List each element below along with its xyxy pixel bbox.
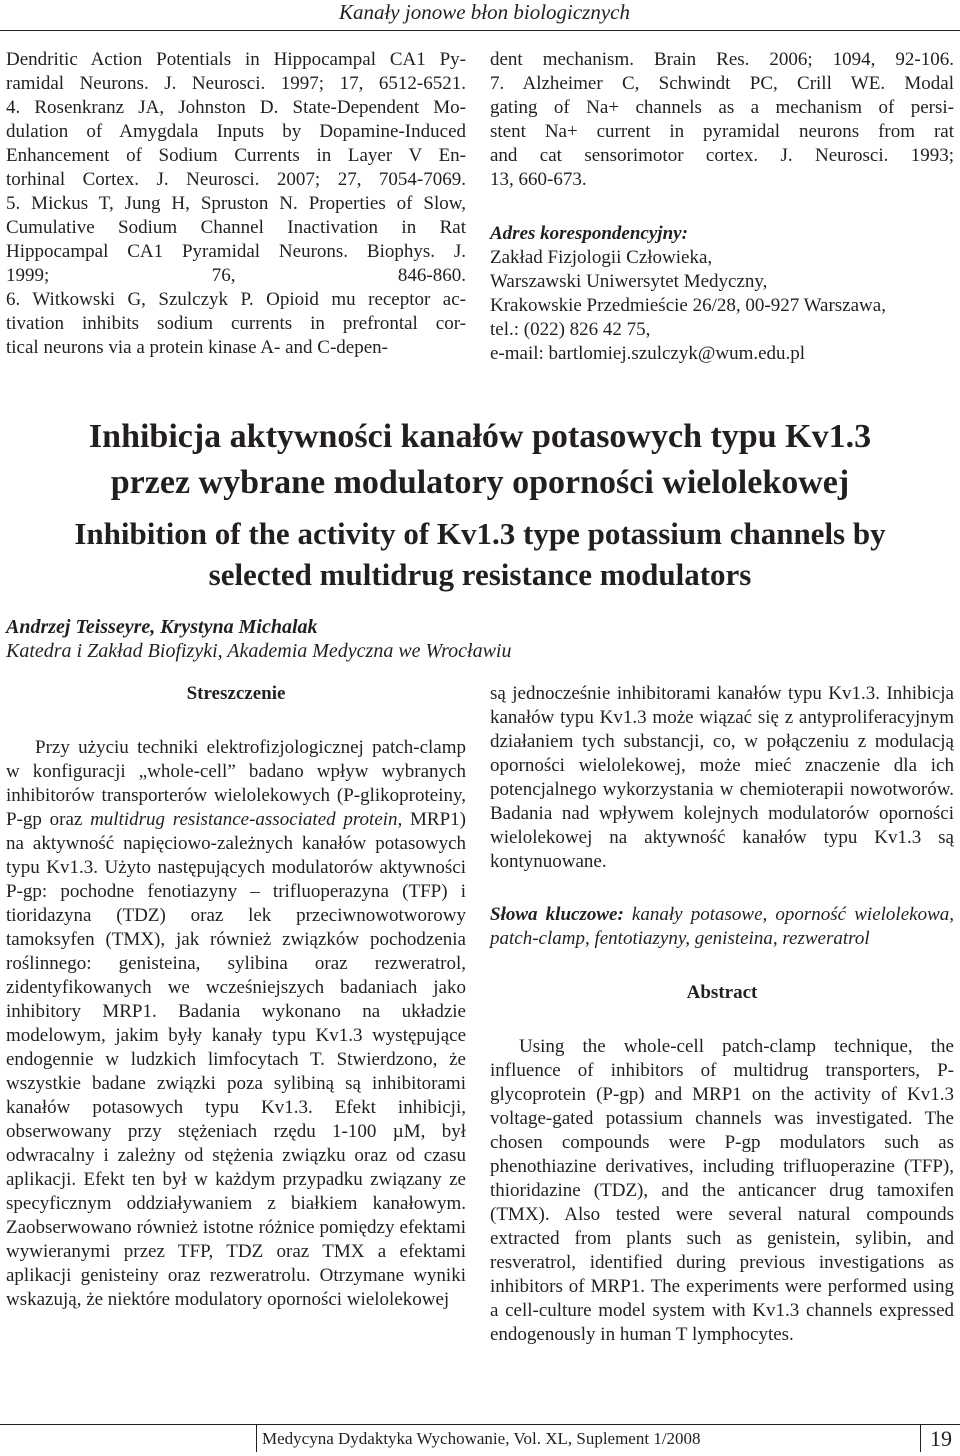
reference-line: Dendritic Action Potentials in Hippocampal CA1 Py-: [6, 49, 466, 70]
streszczenie-text: [6, 736, 466, 1312]
keywords-label: Słowa kluczowe:: [490, 904, 624, 925]
keywords: [490, 903, 954, 951]
reference-line: stent Na+ current in pyramidal neurons from rat: [490, 121, 954, 142]
footer-separator: [256, 1424, 257, 1452]
reference-line: torhinal Cortex. J. Neurosci. 2007; 27, 7054-7069.: [6, 169, 466, 190]
correspondence-line: Zakład Fizjologii Człowieka,: [490, 247, 713, 268]
references-left-column: [6, 48, 466, 360]
correspondence-address: [490, 246, 954, 366]
authors: Andrzej Teisseyre, Krystyna Michalak: [6, 616, 318, 638]
title-polish-line: Inhibicja aktywności kanałów potasowych typu Kv1.3: [88, 418, 872, 455]
correspondence-line: e-mail: bartlomiej.szulczyk@wum.edu.pl: [490, 343, 806, 364]
abstract-english-column: [490, 682, 954, 1347]
title-polish-line: przez wybrane modulatory oporności wielolekowej: [110, 464, 850, 501]
reference-line: tical neurons via a protein kinase A- and C-depen-: [6, 337, 388, 358]
title-english: [0, 513, 960, 595]
reference-line: gating of Na+ channels as a mechanism of persi-: [490, 97, 954, 118]
reference-line: 4. Rosenkranz JA, Johnston D. State-Dependent Mo-: [6, 97, 466, 118]
correspondence-line: Warszawski Uniwersytet Medyczny,: [490, 271, 768, 292]
references-right-column: [490, 48, 954, 366]
reference-line: ramidal Neurons. J. Neurosci. 1997; 17, 6512-6521.: [6, 73, 466, 94]
title-english-line: selected multidrug resistance modulators: [208, 557, 752, 592]
reference-line: and cat sensorimotor cortex. J. Neurosci. 1993;: [490, 145, 954, 166]
reference-line: 6. Witkowski G, Szulczyk P. Opioid mu receptor ac-: [6, 289, 466, 310]
reference-line: 13, 660-673.: [490, 169, 587, 190]
reference-line: dent mechanism. Brain Res. 2006; 1094, 92-106.: [490, 49, 954, 70]
correspondence-line: Krakowskie Przedmieście 26/28, 00-927 Warszawa,: [490, 295, 886, 316]
footer-rule: [0, 1424, 960, 1425]
abstract-polish-column: [6, 682, 466, 1312]
streszczenie-text-b: , MRP1) na aktywność napięciowo-zależnych kanałów potasowych typu Kv1.3. Użyto następujących modulatorów aktywności P-gp: pochodne fenotiazyny – trifluoperazyna (TFP) i tioridazyna (TDZ) oraz lek przeciwnowotworowy tamoksyfen (TMX), jak również związków pochodzenia roślinnego: genisteina, sylibina oraz rezweratrol, zidentyfikowanych we wcześniejszych badaniach jako inhibitory MRP1. Badania wykonano na układzie modelowym, jakim były kanały typu Kv1.3 występujące endogennie w ludzkich limfocytach T. Stwierdzono, że wszystkie badane związki poza sylibiną są inhibitorami kanałów potasowych typu Kv1.3. Efekt inhibicji, obserwowany przy stężeniach rzędu 1-100 µM, był odwracalny i zależny od stężenia związku oraz od czasu aplikacji. Efekt ten był w każdym przypadku związany ze specyficznym oddziaływaniem z białkiem kanałowym. Zaobserwowano również istotne różnice pomiędzy efektami wywieranymi przez TFP, TDZ oraz TMX a efektami aplikacji genisteiny oraz rezweratrolu. Otrzymane wyniki wskazują, że niektóre modulatory oporności wielolekowej: [6, 809, 466, 1310]
reference-line: 1999; 76, 846-860.: [6, 265, 466, 286]
references-right-list: [490, 48, 954, 192]
correspondence-line: tel.: (022) 826 42 75,: [490, 319, 651, 340]
affiliation: Katedra i Zakład Biofizyki, Akademia Medyczna we Wrocławiu: [6, 640, 512, 662]
abstract-heading: Abstract: [686, 982, 758, 1003]
reference-line: Hippocampal CA1 Pyramidal Neurons. Biophys. J.: [6, 241, 466, 262]
keywords-list: kanały potasowe, oporność wielolekowa, patch-clamp, fentotiazyny, genisteina, rezweratrol: [490, 904, 954, 949]
correspondence-label: Adres korespondencyjny:: [490, 223, 688, 244]
reference-line: 7. Alzheimer C, Schwindt PC, Crill WE. Modal: [490, 73, 954, 94]
footer-journal: Medycyna Dydaktyka Wychowanie, Vol. XL, Suplement 1/2008: [262, 1429, 701, 1448]
reference-line: Enhancement of Sodium Currents in Layer V En-: [6, 145, 466, 166]
reference-line: tivation inhibits sodium currents in prefrontal cor-: [6, 313, 466, 334]
streszczenie-text-italic: multidrug resistance-associated protein: [90, 809, 398, 830]
authors-block: [6, 615, 511, 663]
title-english-line: Inhibition of the activity of Kv1.3 type potassium channels by: [74, 516, 886, 551]
title-polish: [0, 414, 960, 506]
page-number: 19: [930, 1426, 952, 1451]
footer-separator: [920, 1424, 921, 1452]
streszczenie-heading: Streszczenie: [186, 683, 286, 704]
abstract-text: Using the whole-cell patch-clamp technique, the influence of inhibitors of multidrug transporters, P-glycoprotein (P-gp) and MRP1 on the activity of Kv1.3 voltage-gated potassium channels was investigated. The chosen compounds were P-gp modulators such as phenothiazine derivatives, including trifluoperazine (TFP), thioridazine (TDZ), and the anticancer drug tamoxifen (TMX). Also tested were several natural compounds extracted from plants such as genistein, sylibin, and resveratrol, identified during previous investigations as inhibitors of MRP1. The experiments were performed using a cell-culture model system with Kv1.3 channels expressed endogenously in human T lymphocytes.: [490, 1036, 954, 1345]
running-head: Kanały jonowe błon biologicznych: [338, 0, 630, 24]
streszczenie-text-a: Przy użyciu techniki elektrofizjologicznej patch-clamp w konfiguracji „whole-cell” badano wpływ wybranych inhibitorów transporterów wielolekowych (P-glikoproteiny, P-gp oraz: [6, 737, 466, 830]
reference-line: dulation of Amygdala Inputs by Dopamine-Induced: [6, 121, 466, 142]
reference-line: 5. Mickus T, Jung H, Spruston N. Properties of Slow,: [6, 193, 466, 214]
streszczenie-text-continued: są jednocześnie inhibitorami kanałów typu Kv1.3. Inhibicja kanałów typu Kv1.3 może wiązać się z antyproliferacyjnym działaniem tych substancji, co, w połączeniu z modulacją oporności wielolekowej, może mieć znaczenie dla ich potencjalnego wykorzystania w chemioterapii nowotworów. Badania nad wpływem kolejnych modulatorów oporności wielolekowej na aktywność kanałów typu Kv1.3 są kontynuowane.: [490, 683, 954, 872]
top-rule: [0, 30, 960, 31]
reference-line: Cumulative Sodium Channel Inactivation in Rat: [6, 217, 466, 238]
